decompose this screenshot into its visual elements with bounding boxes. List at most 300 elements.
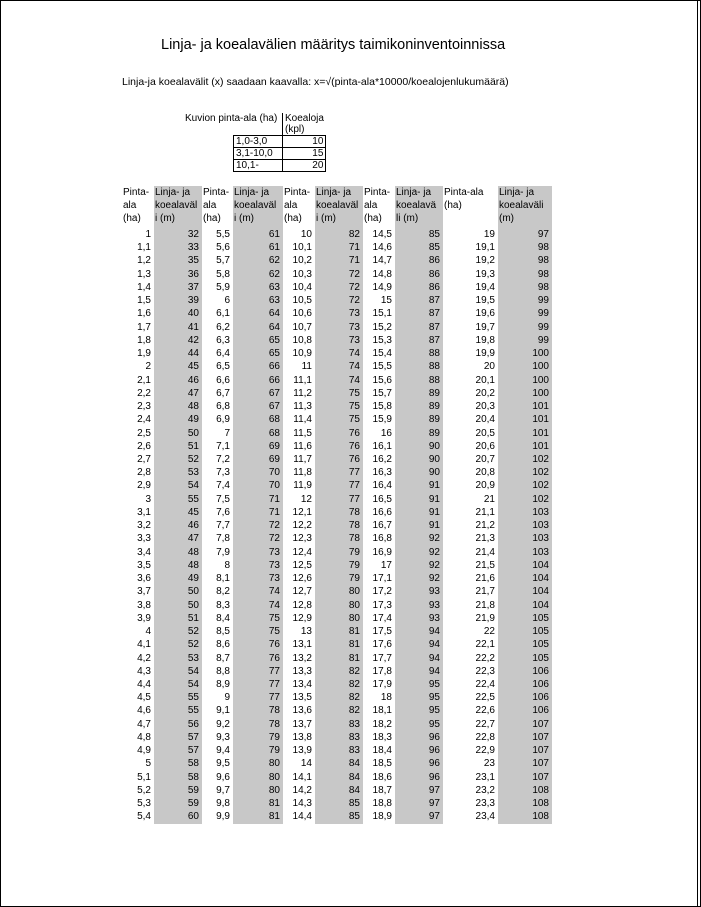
header-line: ala: [123, 200, 137, 211]
area-cell: 3,2: [137, 520, 151, 532]
table-row: [122, 413, 552, 426]
spacing-cell: 33: [154, 241, 202, 254]
area-cell: 3,8: [137, 599, 151, 611]
spacing-cell: 48: [154, 559, 202, 572]
area-cell: 11,1: [293, 374, 312, 386]
spacing-cell: 96: [395, 731, 443, 744]
area-cell: 5: [145, 758, 151, 770]
spacing-cell: 74: [315, 360, 363, 373]
spacing-cell: 95: [395, 718, 443, 731]
spacing-cell: 91: [395, 506, 443, 519]
area-cell: 4: [145, 626, 151, 638]
lookup-range: 3,1-10,0: [234, 148, 283, 160]
header-line: Pinta-: [123, 187, 150, 198]
spacing-cell: 107: [498, 757, 552, 770]
area-cell: 10,1: [292, 242, 312, 254]
area-cell: 10,4: [292, 281, 312, 293]
spacing-cell: 70: [233, 479, 283, 492]
area-cell: 20,7: [475, 453, 495, 465]
spacing-cell: 81: [315, 625, 363, 638]
spacing-cell: 73: [233, 546, 283, 559]
spacing-cell: 91: [395, 479, 443, 492]
spacing-cell: 89: [395, 427, 443, 440]
area-cell: 7,5: [216, 493, 230, 505]
table-row: [122, 731, 552, 744]
area-cell: 21,5: [475, 559, 495, 571]
header-line: i (m): [155, 213, 175, 224]
spacing-cell: 98: [498, 241, 552, 254]
spacing-cell: 89: [395, 400, 443, 413]
spacing-cell: 55: [154, 691, 202, 704]
header-line: koealaväl: [155, 200, 198, 211]
area-cell: 14: [300, 758, 312, 770]
spacing-cell: 82: [315, 665, 363, 678]
header-line: koealaväli: [499, 200, 544, 211]
spacing-cell: 77: [315, 466, 363, 479]
spacing-cell: 107: [498, 744, 552, 757]
table-body: [122, 228, 552, 824]
spacing-cell: 103: [498, 506, 552, 519]
spacing-cell: 71: [315, 254, 363, 267]
area-cell: 6,5: [216, 361, 230, 373]
spacing-cell: 103: [498, 519, 552, 532]
spacing-cell: 62: [233, 254, 283, 267]
spacing-cell: 101: [498, 400, 552, 413]
area-cell: 8: [224, 559, 230, 571]
area-cell: 4,6: [137, 705, 151, 717]
area-cell: 12: [300, 493, 312, 505]
area-cell: 15,5: [372, 361, 392, 373]
area-cell: 5,3: [137, 798, 151, 810]
area-cell: 9,1: [216, 705, 230, 717]
area-cell: 2,9: [137, 480, 151, 492]
area-cell: 4,7: [137, 718, 151, 730]
table-row: [122, 546, 552, 559]
area-cell: 15,7: [372, 387, 392, 399]
spacing-cell: 49: [154, 413, 202, 426]
spacing-cell: 63: [233, 281, 283, 294]
table-row: [122, 506, 552, 519]
area-cell: 20,3: [475, 401, 495, 413]
lookup-row: [183, 160, 326, 172]
table-row: [122, 612, 552, 625]
header-line: ala: [203, 200, 217, 211]
spacing-cell: 92: [395, 532, 443, 545]
area-cell: 3,6: [137, 573, 151, 585]
area-cell: 1,8: [137, 334, 151, 346]
table-row: [122, 757, 552, 770]
area-cell: 2,5: [137, 427, 151, 439]
area-cell: 20,8: [475, 467, 495, 479]
area-cell: 6,4: [216, 348, 230, 360]
area-cell: 8,8: [216, 665, 230, 677]
spacing-cell: 69: [233, 453, 283, 466]
spacing-cell: 99: [498, 307, 552, 320]
table-row: [122, 387, 552, 400]
lookup-count: 10: [283, 136, 326, 148]
area-cell: 13,8: [292, 731, 312, 743]
area-cell: 21,1: [475, 506, 495, 518]
header-line: ala: [284, 200, 298, 211]
area-cell: 17: [380, 559, 392, 571]
area-cell: 5,6: [216, 242, 230, 254]
area-cell: 4,4: [137, 678, 151, 690]
area-cell: 16,3: [372, 467, 392, 479]
table-row: [122, 559, 552, 572]
area-cell: 5,7: [216, 255, 230, 267]
spacing-cell: 79: [233, 731, 283, 744]
area-cell: 14,2: [292, 784, 312, 796]
area-cell: 18,6: [372, 771, 392, 783]
spacing-cell: 74: [233, 599, 283, 612]
spacing-cell: 65: [233, 347, 283, 360]
area-cell: 1: [145, 229, 151, 240]
area-cell: 1,6: [137, 308, 151, 320]
area-cell: 5,1: [137, 771, 151, 783]
area-cell: 4,1: [137, 639, 151, 651]
spacing-cell: 76: [233, 638, 283, 651]
page-edge: [697, 0, 698, 907]
area-cell: 17,2: [372, 586, 392, 598]
area-cell: 9,4: [216, 745, 230, 757]
spacing-cell: 78: [233, 718, 283, 731]
spacing-cell: 81: [233, 797, 283, 810]
area-cell: 19,1: [475, 242, 495, 254]
area-cell: 16,9: [372, 546, 392, 558]
area-cell: 16,7: [372, 520, 392, 532]
spacing-cell: 82: [315, 704, 363, 717]
table-row: [122, 321, 552, 334]
area-cell: 1,4: [137, 281, 151, 293]
spacing-cell: 77: [233, 678, 283, 691]
area-cell: 18,2: [372, 718, 392, 730]
spacing-cell: 83: [315, 744, 363, 757]
spacing-cell: 80: [233, 784, 283, 797]
header-line: Linja- ja: [499, 187, 535, 198]
spacing-cell: 68: [233, 427, 283, 440]
header-line: koealaväl: [316, 200, 359, 211]
spacing-cell: 104: [498, 572, 552, 585]
area-cell: 2,6: [137, 440, 151, 452]
area-cell: 11,6: [293, 440, 312, 452]
table-row: [122, 334, 552, 347]
spacing-cell: 93: [395, 612, 443, 625]
table-row: [122, 704, 552, 717]
spacing-cell: 70: [233, 466, 283, 479]
lookup-header-area: Kuvion pinta-ala (ha): [183, 113, 283, 136]
table-row: [122, 466, 552, 479]
spacing-cell: 84: [315, 771, 363, 784]
spacing-cell: 102: [498, 453, 552, 466]
area-cell: 21,4: [475, 546, 495, 558]
area-cell: 16: [380, 427, 392, 439]
header-line: Pinta-ala: [444, 187, 484, 198]
table-row: [122, 427, 552, 440]
area-cell: 10: [300, 229, 312, 240]
area-cell: 8,1: [216, 573, 230, 585]
spacing-cell: 75: [315, 413, 363, 426]
header-line: (m): [499, 213, 514, 224]
table-row: [122, 440, 552, 453]
spacing-cell: 97: [395, 784, 443, 797]
spacing-cell: 74: [315, 374, 363, 387]
spacing-cell: 97: [395, 810, 443, 823]
area-cell: 1,5: [137, 295, 151, 307]
spacing-cell: 106: [498, 665, 552, 678]
area-cell: 4,8: [137, 731, 151, 743]
spacing-cell: 98: [498, 254, 552, 267]
area-cell: 5,8: [216, 268, 230, 280]
area-cell: 15: [380, 295, 392, 307]
area-cell: 6: [224, 295, 230, 307]
spacing-cell: 62: [233, 268, 283, 281]
area-cell: 21,7: [475, 586, 495, 598]
lookup-range: 1,0-3,0: [234, 136, 283, 148]
table-row: [122, 453, 552, 466]
spacing-cell: 76: [315, 440, 363, 453]
area-cell: 10,8: [292, 334, 312, 346]
spacing-cell: 90: [395, 440, 443, 453]
table-row: [122, 360, 552, 373]
header-line: (ha): [203, 213, 221, 224]
area-cell: 8,4: [216, 612, 230, 624]
area-cell: 15,6: [372, 374, 392, 386]
lookup-table: [183, 113, 326, 172]
spacing-cell: 52: [154, 453, 202, 466]
area-cell: 2,7: [137, 453, 151, 465]
spacing-cell: 94: [395, 625, 443, 638]
spacing-cell: 72: [233, 532, 283, 545]
spacing-cell: 77: [315, 479, 363, 492]
area-cell: 3,9: [137, 612, 151, 624]
area-cell: 13,7: [292, 718, 312, 730]
table-row: [122, 585, 552, 598]
spacing-cell: 58: [154, 771, 202, 784]
area-cell: 11,5: [293, 427, 312, 439]
area-cell: 14,6: [372, 242, 392, 254]
spacing-cell: 100: [498, 387, 552, 400]
spacing-cell: 102: [498, 466, 552, 479]
area-cell: 20,4: [475, 414, 495, 426]
header-line: (ha): [364, 213, 382, 224]
spacing-cell: 80: [233, 757, 283, 770]
spacing-cell: 81: [233, 810, 283, 823]
area-cell: 12,5: [292, 559, 312, 571]
spacing-cell: 97: [395, 797, 443, 810]
lookup-count: 20: [283, 160, 326, 172]
area-cell: 23,2: [475, 784, 495, 796]
spacing-cell: 82: [315, 228, 363, 241]
spacing-cell: 104: [498, 559, 552, 572]
area-cell: 14,7: [372, 255, 392, 267]
spacing-cell: 92: [395, 572, 443, 585]
table-row: [122, 718, 552, 731]
area-cell: 9,7: [216, 784, 230, 796]
area-cell: 10,2: [292, 255, 312, 267]
table-row: [122, 228, 552, 241]
area-cell: 9: [224, 692, 230, 704]
area-cell: 7,8: [216, 533, 230, 545]
area-cell: 13,6: [292, 705, 312, 717]
spacing-cell: 72: [315, 281, 363, 294]
area-cell: 14,9: [372, 281, 392, 293]
area-cell: 19: [483, 229, 495, 240]
table-header-row: [122, 186, 552, 228]
spacing-cell: 55: [154, 704, 202, 717]
area-cell: 7,2: [216, 453, 230, 465]
table-row: [122, 241, 552, 254]
spacing-cell: 99: [498, 321, 552, 334]
area-cell: 17,4: [372, 612, 392, 624]
spacing-cell: 52: [154, 625, 202, 638]
spacing-cell: 100: [498, 374, 552, 387]
lookup-row: [183, 148, 326, 160]
spacing-cell: 89: [395, 413, 443, 426]
area-cell: 10,3: [292, 268, 312, 280]
area-cell: 20,6: [475, 440, 495, 452]
area-cell: 12,8: [292, 599, 312, 611]
spacing-cell: 105: [498, 612, 552, 625]
header-line: Linja- ja: [155, 187, 191, 198]
area-cell: 21,8: [475, 599, 495, 611]
spacing-cell: 87: [395, 307, 443, 320]
spacing-cell: 48: [154, 400, 202, 413]
area-cell: 7,1: [216, 440, 230, 452]
area-cell: 12,9: [292, 612, 312, 624]
spacing-cell: 103: [498, 546, 552, 559]
area-cell: 1,9: [137, 348, 151, 360]
spacing-cell: 108: [498, 797, 552, 810]
area-cell: 21,9: [475, 612, 495, 624]
table-row: [122, 678, 552, 691]
area-cell: 3,7: [137, 586, 151, 598]
spacing-cell: 66: [233, 374, 283, 387]
header-line: ala: [364, 200, 378, 211]
area-cell: 16,8: [372, 533, 392, 545]
area-cell: 17,6: [372, 639, 392, 651]
spacing-cell: 80: [315, 585, 363, 598]
spacing-cell: 42: [154, 334, 202, 347]
lookup-header-count: Koealoja (kpl): [285, 113, 324, 135]
spacing-cell: 72: [233, 519, 283, 532]
area-cell: 20,1: [475, 374, 495, 386]
spacing-cell: 90: [395, 466, 443, 479]
spacing-cell: 88: [395, 347, 443, 360]
spacing-cell: 96: [395, 757, 443, 770]
area-cell: 7: [224, 427, 230, 439]
area-cell: 7,6: [216, 506, 230, 518]
area-cell: 13,4: [292, 678, 312, 690]
table-row: [122, 771, 552, 784]
area-cell: 7,3: [216, 467, 230, 479]
spacing-cell: 47: [154, 387, 202, 400]
area-cell: 9,9: [216, 811, 230, 823]
spacing-cell: 94: [395, 652, 443, 665]
spacing-cell: 107: [498, 718, 552, 731]
header-line: (ha): [444, 200, 462, 211]
table-row: [122, 268, 552, 281]
area-cell: 4,3: [137, 665, 151, 677]
spacing-cell: 39: [154, 294, 202, 307]
spacing-cell: 73: [233, 572, 283, 585]
table-row: [122, 744, 552, 757]
spacing-cell: 87: [395, 294, 443, 307]
area-cell: 13,1: [292, 639, 312, 651]
spacing-cell: 35: [154, 254, 202, 267]
area-cell: 18,1: [372, 705, 392, 717]
area-cell: 22,9: [475, 745, 495, 757]
spacing-cell: 41: [154, 321, 202, 334]
spacing-cell: 63: [233, 294, 283, 307]
area-cell: 10,5: [292, 295, 312, 307]
table-row: [122, 784, 552, 797]
column-header-area: [202, 186, 233, 228]
area-cell: 19,5: [475, 295, 495, 307]
header-line: Pinta-: [203, 187, 230, 198]
area-cell: 5,4: [137, 811, 151, 823]
spacing-cell: 95: [395, 678, 443, 691]
area-cell: 2: [145, 361, 151, 373]
lookup-count: 15: [283, 148, 326, 160]
area-cell: 5,9: [216, 281, 230, 293]
area-cell: 2,2: [137, 387, 151, 399]
area-cell: 12,1: [292, 506, 312, 518]
area-cell: 1,1: [137, 242, 151, 254]
spacing-cell: 37: [154, 281, 202, 294]
spacing-cell: 78: [315, 506, 363, 519]
header-line: koealaväl: [234, 200, 277, 211]
spacing-cell: 108: [498, 810, 552, 823]
spacing-cell: 71: [315, 241, 363, 254]
table-row: [122, 479, 552, 492]
area-cell: 8,6: [216, 639, 230, 651]
area-cell: 19,6: [475, 308, 495, 320]
spacing-cell: 80: [233, 771, 283, 784]
spacing-cell: 36: [154, 268, 202, 281]
spacing-cell: 106: [498, 691, 552, 704]
area-cell: 2,1: [137, 374, 151, 386]
spacing-cell: 56: [154, 718, 202, 731]
column-header-spacing: [498, 186, 552, 228]
column-header-spacing: [154, 186, 202, 228]
area-cell: 8,7: [216, 652, 230, 664]
area-cell: 17,9: [372, 678, 392, 690]
spacing-cell: 73: [233, 559, 283, 572]
spacing-cell: 88: [395, 374, 443, 387]
area-cell: 22,4: [475, 678, 495, 690]
spacing-cell: 101: [498, 440, 552, 453]
spacing-cell: 93: [395, 599, 443, 612]
area-cell: 14,1: [292, 771, 312, 783]
table-row: [122, 294, 552, 307]
table-row: [122, 652, 552, 665]
area-cell: 13,5: [292, 692, 312, 704]
area-cell: 6,3: [216, 334, 230, 346]
spacing-cell: 50: [154, 585, 202, 598]
area-cell: 6,9: [216, 414, 230, 426]
spacing-cell: 68: [233, 413, 283, 426]
area-cell: 4,9: [137, 745, 151, 757]
spacing-cell: 98: [498, 268, 552, 281]
area-cell: 7,9: [216, 546, 230, 558]
area-cell: 3,1: [137, 506, 151, 518]
spacing-cell: 67: [233, 400, 283, 413]
spacing-cell: 77: [315, 493, 363, 506]
area-cell: 4,2: [137, 652, 151, 664]
spacing-cell: 61: [233, 241, 283, 254]
column-header-spacing: [395, 186, 443, 228]
area-cell: 5,5: [216, 229, 230, 240]
